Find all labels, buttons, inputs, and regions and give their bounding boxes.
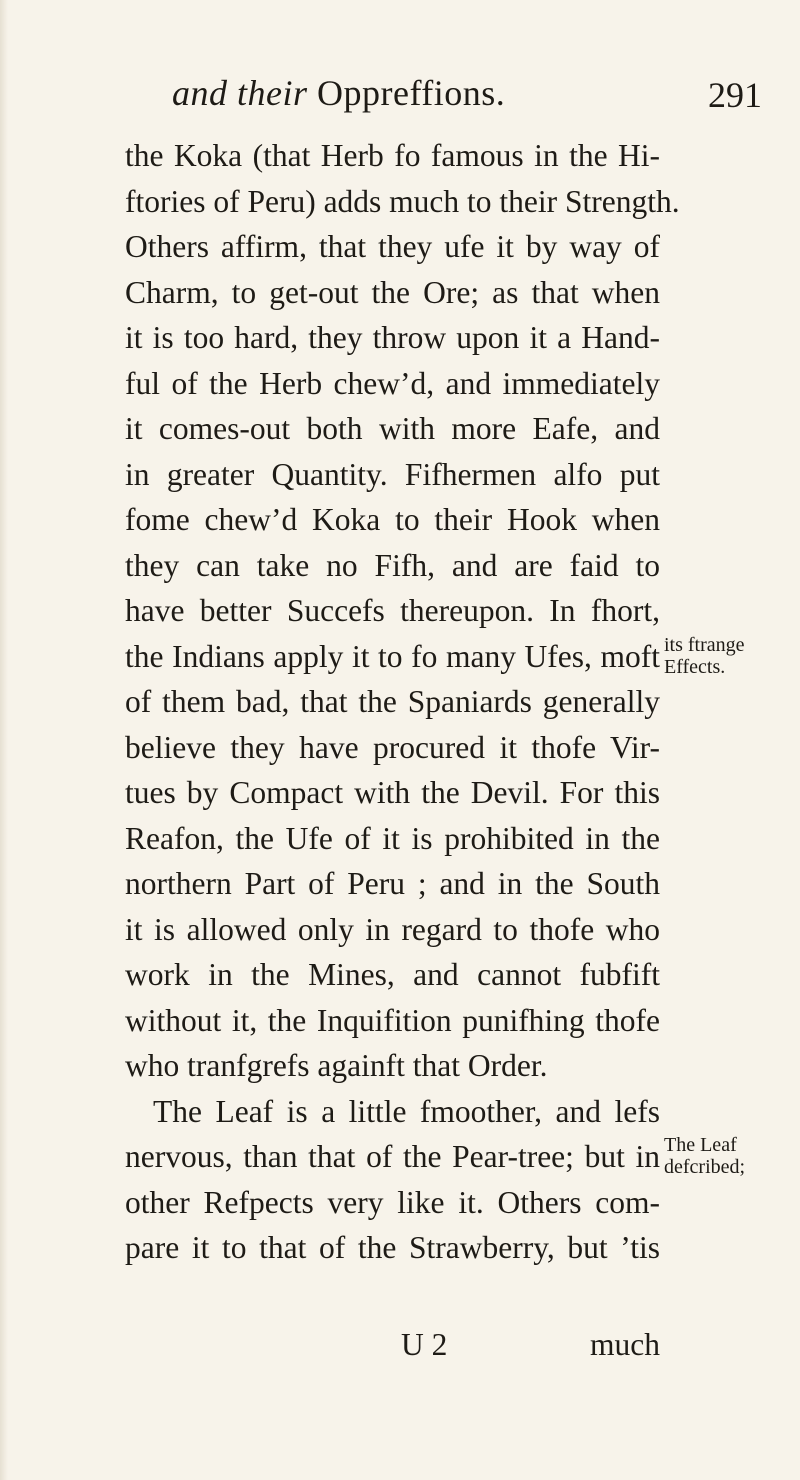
- body-text: [125, 133, 680, 1271]
- margin-note-line: The Leaf: [664, 1134, 737, 1156]
- catchword: much: [590, 1327, 660, 1362]
- margin-note-line: Effects.: [664, 656, 726, 678]
- text-line: have better Succefs thereupon. In fhort,: [125, 593, 660, 628]
- text-line: the Indians apply it to fo many Ufes, moft: [125, 638, 660, 674]
- text-line: Charm, to get-out the Ore; as that when: [125, 274, 660, 310]
- text-line: nervous, than that of the Pear-tree; but in: [125, 1139, 660, 1174]
- page-footer: [125, 1322, 660, 1367]
- page-number: 291: [708, 75, 762, 115]
- page-header: [172, 72, 762, 116]
- text-line: northern Part of Peru ; and in the South: [125, 866, 660, 901]
- running-head: [172, 72, 505, 114]
- text-line: the Koka (that Herb fo famous in the Hi-: [125, 138, 660, 173]
- text-line: ftories of Peru) adds much to their Strength.: [125, 183, 680, 219]
- margin-note-leaf-described: [664, 1134, 745, 1178]
- running-head-italic: and their: [172, 73, 308, 113]
- text-line: ful of the Herb chew’d, and immediately: [125, 365, 660, 401]
- text-line: Reafon, the Ufe of it is prohibited in the: [125, 820, 660, 856]
- text-line: without it, the Inquifition punifhing thofe: [125, 1002, 660, 1038]
- text-line: other Refpects very like it. Others com-: [125, 1184, 660, 1220]
- margin-note-strange-effects: [664, 634, 745, 678]
- margin-note-line: defcribed;: [664, 1156, 746, 1178]
- margin-note-line: its ftrange: [664, 634, 745, 656]
- running-head-roman: Oppreffions.: [317, 73, 506, 113]
- text-line: it comes-out both with more Eafe, and: [125, 411, 660, 446]
- text-line: work in the Mines, and cannot fubfift: [125, 957, 660, 992]
- text-line: in greater Quantity. Fifhermen alfo put: [125, 456, 660, 492]
- text-line: believe they have procured it thofe Vir-: [125, 729, 660, 765]
- text-line: who tranfgrefs againft that Order.: [125, 1048, 548, 1083]
- text-line: fome chew’d Koka to their Hook when: [125, 502, 660, 537]
- text-line: it is too hard, they throw upon it a Hand-: [125, 320, 660, 355]
- text-line: pare it to that of the Strawberry, but ’tis: [125, 1230, 660, 1265]
- text-line: Others affirm, that they ufe it by way of: [125, 229, 660, 264]
- signature-mark: U 2: [401, 1327, 448, 1362]
- text-line: The Leaf is a little fmoother, and lefs: [153, 1093, 660, 1129]
- text-line: tues by Compact with the Devil. For this: [125, 775, 660, 810]
- text-line: it is allowed only in regard to thofe who: [125, 911, 660, 947]
- text-line: of them bad, that the Spaniards generally: [125, 684, 660, 719]
- page-gutter-shadow: [0, 0, 8, 1480]
- text-line: they can take no Fifh, and are faid to: [125, 547, 660, 583]
